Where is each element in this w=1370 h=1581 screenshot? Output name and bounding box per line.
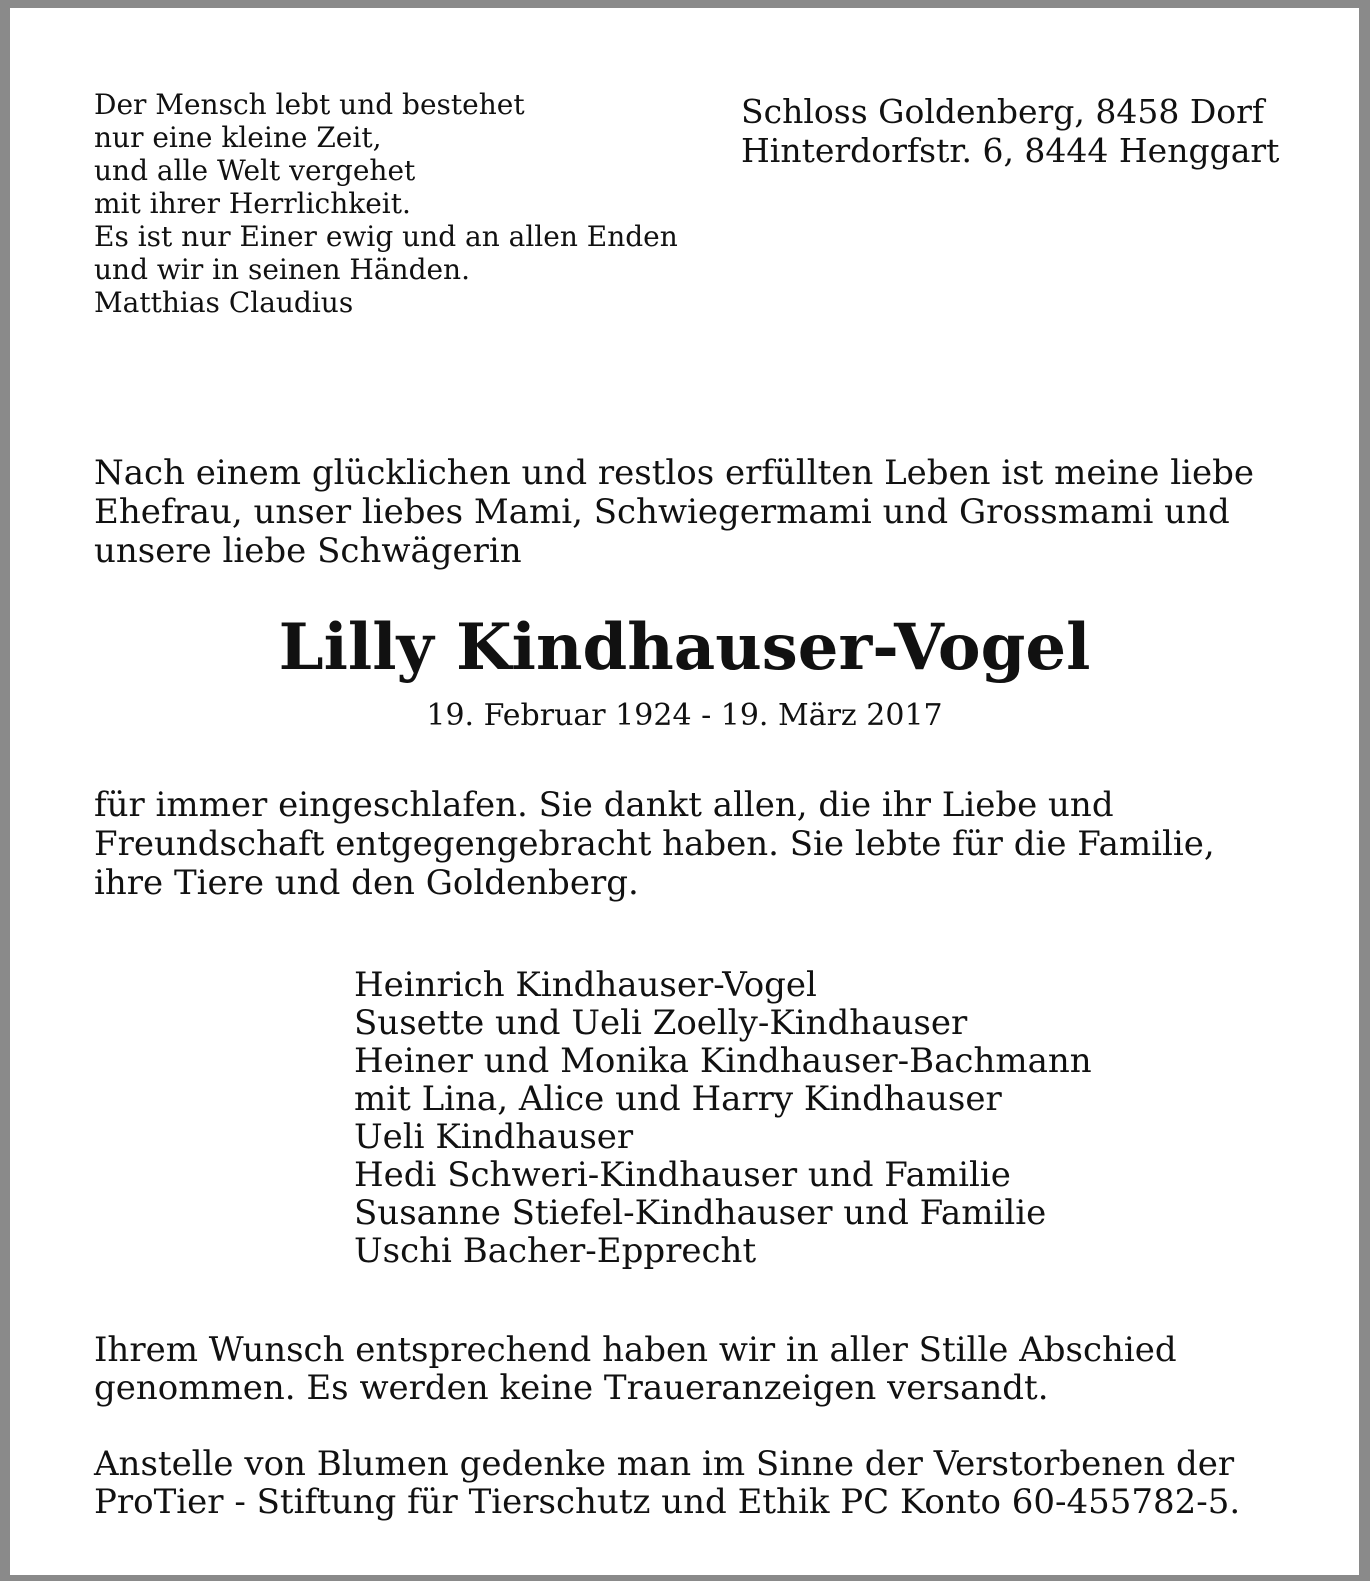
intro-line: Ehefrau, unser liebes Mami, Schwiegermami und Grossmami und	[94, 492, 1230, 532]
intro-line: unsere liebe Schwägerin	[94, 531, 522, 571]
address-line: Schloss Goldenberg, 8458 Dorf	[741, 92, 1265, 131]
poem-line: mit ihrer Herrlichkeit.	[94, 187, 411, 220]
thanks-line: Freundschaft entgegengebracht haben. Sie lebte für die Familie,	[94, 824, 1215, 864]
family-list	[354, 966, 1092, 1270]
farewell-line: Ihrem Wunsch entsprechend haben wir in aller Stille Abschied	[94, 1330, 1177, 1370]
poem-line: und wir in seinen Händen.	[94, 253, 470, 286]
poem-line: Der Mensch lebt und bestehet	[94, 88, 525, 121]
donation-line: Anstelle von Blumen gedenke man im Sinne der Verstorbenen der	[94, 1444, 1235, 1484]
thanks-line: für immer eingeschlafen. Sie dankt allen, die ihr Liebe und	[94, 785, 1114, 825]
farewell-paragraph	[94, 1331, 1177, 1407]
life-dates: 19. Februar 1924 - 19. März 2017	[426, 698, 943, 733]
donation-line: ProTier - Stiftung für Tierschutz und Ethik PC Konto 60-455782-5.	[94, 1482, 1241, 1522]
farewell-line: genommen. Es werden keine Traueranzeigen versandt.	[94, 1368, 1049, 1408]
family-member: Hedi Schweri-Kindhauser und Familie	[354, 1155, 1011, 1195]
obituary-page	[10, 8, 1359, 1575]
address	[741, 92, 1279, 170]
poem-line: und alle Welt vergehet	[94, 154, 416, 187]
family-member: Heiner und Monika Kindhauser-Bachmann	[354, 1041, 1092, 1081]
family-member: mit Lina, Alice und Harry Kindhauser	[354, 1079, 1002, 1119]
intro-line: Nach einem glücklichen und restlos erfüllten Leben ist meine liebe	[94, 453, 1254, 493]
family-member: Susanne Stiefel-Kindhauser und Familie	[354, 1193, 1047, 1233]
family-member: Uschi Bacher-Epprecht	[354, 1231, 757, 1271]
thanks-line: ihre Tiere und den Goldenberg.	[94, 863, 639, 903]
poem-author: Matthias Claudius	[94, 286, 354, 319]
family-member: Ueli Kindhauser	[354, 1117, 634, 1157]
poem	[94, 88, 678, 319]
intro-paragraph	[94, 454, 1254, 571]
address-line: Hinterdorfstr. 6, 8444 Henggart	[741, 131, 1280, 170]
thanks-paragraph	[94, 786, 1215, 903]
poem-line: Es ist nur Einer ewig und an allen Enden	[94, 220, 678, 253]
donation-paragraph	[94, 1445, 1240, 1521]
poem-line: nur eine kleine Zeit,	[94, 121, 382, 154]
deceased-name: Lilly Kindhauser-Vogel	[278, 610, 1091, 685]
family-member: Heinrich Kindhauser-Vogel	[354, 965, 817, 1005]
family-member: Susette und Ueli Zoelly-Kindhauser	[354, 1003, 968, 1043]
